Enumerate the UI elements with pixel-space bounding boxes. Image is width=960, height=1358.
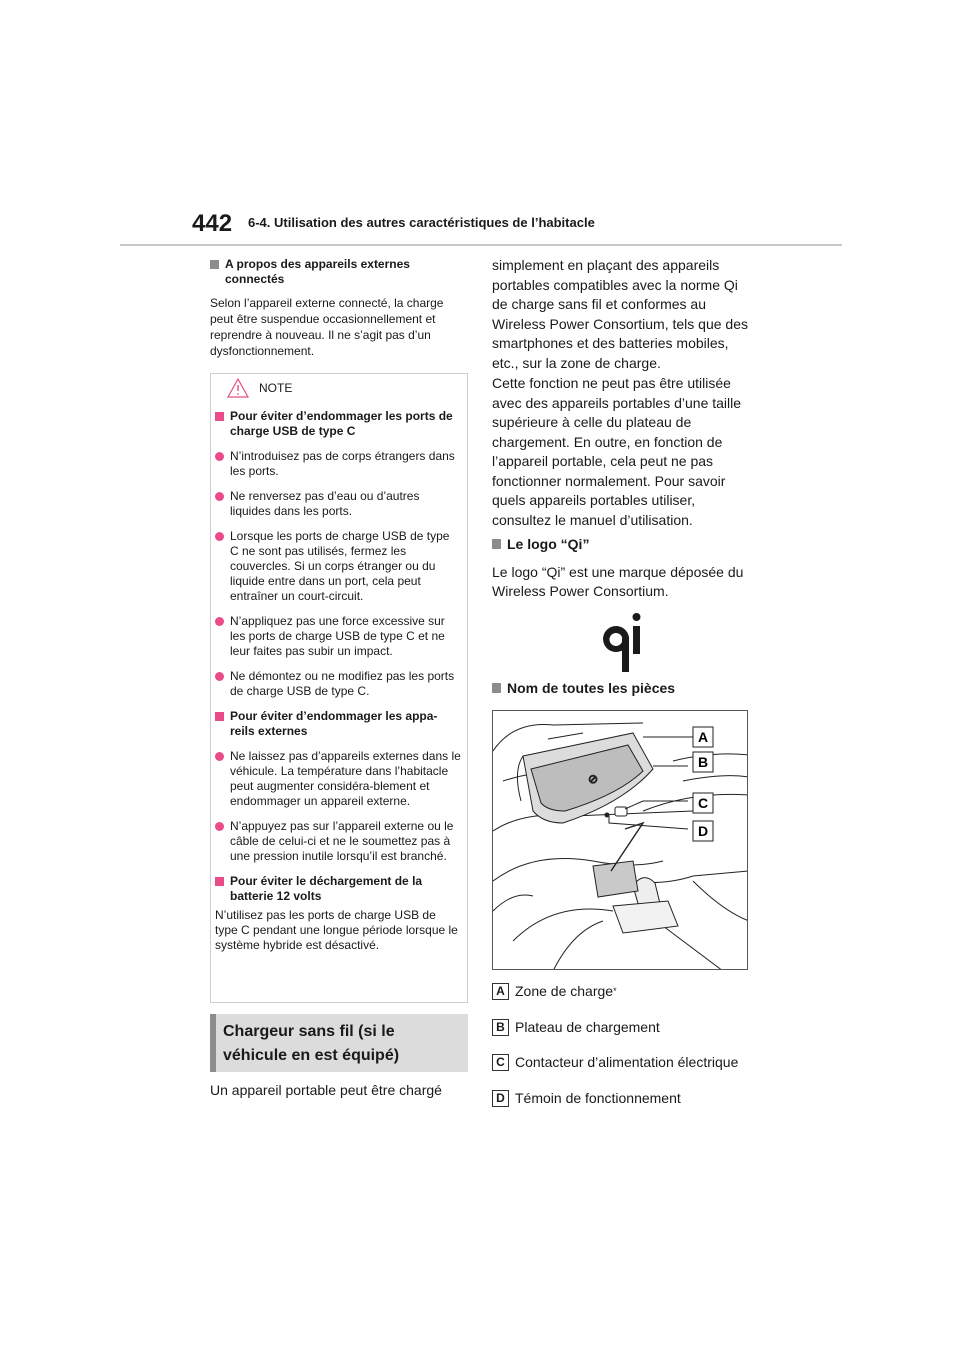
note-item <box>215 819 461 864</box>
callout-a: A <box>698 729 709 745</box>
round-bullet-icon <box>215 532 224 541</box>
legend-item <box>492 1018 750 1038</box>
round-bullet-icon <box>215 752 224 761</box>
note-item-text: N’appliquez pas une force excessive sur les ports de charge USB de type C et ne leur faites pas subir un impact. <box>230 614 445 658</box>
note-item <box>215 529 461 604</box>
note-item-text: N’appuyez pas sur l’appareil externe ou le câble de celui-ci et ne le soumettez pas à une pression inutile lorsqu’il est branché. <box>230 819 454 863</box>
note-heading-devices <box>215 709 461 739</box>
connected-heading-row <box>210 257 468 287</box>
round-bullet-icon <box>215 617 224 626</box>
note-item-text: Lorsque les ports de charge USB de type C ne sont pas utilisés, fermez les couvercles. Si un corps étranger ou du liquide entre dans un port, cela peut entraîner un court-circuit. <box>230 529 450 603</box>
legend-key: C <box>492 1054 509 1071</box>
warning-triangle-icon <box>226 377 250 399</box>
legend-label: Témoin de fonctionnement <box>515 1089 681 1106</box>
svg-text:⊘: ⊘ <box>588 772 599 786</box>
connected-text: Selon l’appareil externe connecté, la charge peut être suspendue occasionnellement et reprendre à nouveau. Il ne s’agit pas d’un dysfonctionnement. <box>210 296 444 358</box>
note-heading-battery-text: Pour éviter le déchargement de la batterie 12 volts <box>230 874 423 903</box>
square-bullet-icon <box>492 539 501 549</box>
note-item-text: N’introduisez pas de corps étrangers dans les ports. <box>230 449 455 478</box>
wireless-intro: Un appareil portable peut être chargé <box>210 1082 442 1098</box>
connected-heading: A propos des appareils externes connectés <box>225 257 410 286</box>
legend-label: Plateau de chargement <box>515 1018 660 1035</box>
parts-heading: Nom de toutes les pièces <box>507 680 676 696</box>
note-item <box>215 614 461 659</box>
legend-item <box>492 1053 750 1073</box>
round-bullet-icon <box>215 822 224 831</box>
note-item <box>215 449 461 479</box>
square-bullet-icon <box>215 412 224 421</box>
header-divider <box>120 244 842 246</box>
wireless-limitations: Cette fonction ne peut pas être utilisée avec des appareils portables d’une taille supérieure à celle du plateau de chargement. En outre, en fonction de l’appareil portable, cela peut ne pas fonctionner normalement. Pour savoir quels appareils portables utiliser, consultez le manuel d’utilisation. <box>492 375 742 528</box>
round-bullet-icon <box>215 672 224 681</box>
note-label: NOTE <box>259 381 293 395</box>
legend-footnote-mark: * <box>613 986 617 996</box>
note-battery-text: N’utilisez pas les ports de charge USB de type C pendant une longue période lorsque le système hybride est désactivé. <box>215 908 458 952</box>
charger-illustration <box>492 710 748 970</box>
wireless-intro-continued: simplement en plaçant des appareils portables compatibles avec la norme Qi de charge sans fil et conformes au Wireless Power Consortium, tels que des smartphones et des batteries mobiles, etc., sur la zone de charge. <box>492 257 748 371</box>
legend-label: Contacteur d’alimentation électrique <box>515 1054 739 1070</box>
square-bullet-icon <box>210 260 219 269</box>
note-heading-usb-text: Pour éviter d’endommager les ports de charge USB de type C <box>230 409 453 438</box>
qi-logo <box>596 608 646 674</box>
connected-devices-section <box>210 257 468 359</box>
note-item <box>215 669 461 699</box>
note-heading-devices-text: Pour éviter d’endommager les appa-reils externes <box>230 709 438 738</box>
callout-c: C <box>698 795 709 811</box>
legend-list <box>492 982 750 1108</box>
note-item-text: Ne renversez pas d’eau ou d’autres liquides dans les ports. <box>230 489 420 518</box>
qi-logo-icon <box>596 608 646 674</box>
console-drawing <box>493 711 748 970</box>
note-heading-usb <box>215 409 461 439</box>
note-item-text: Ne démontez ou ne modifiez pas les ports de charge USB de type C. <box>230 669 455 698</box>
page-number: 442 <box>192 210 233 237</box>
note-heading-battery <box>215 874 461 904</box>
legend-label: Zone de charge <box>515 983 614 999</box>
legend-key: D <box>492 1090 509 1107</box>
square-bullet-icon <box>492 683 501 693</box>
square-bullet-icon <box>215 877 224 886</box>
round-bullet-icon <box>215 492 224 501</box>
banner-title: Chargeur sans fil (si le véhicule en est équipé) <box>223 1023 400 1064</box>
section-title: 6-4. Utilisation des autres caractéristiques de l’habitacle <box>248 215 595 230</box>
legend-item <box>492 1089 750 1109</box>
legend-item <box>492 982 750 1002</box>
square-bullet-icon <box>215 712 224 721</box>
callout-d: D <box>698 823 709 839</box>
callout-b: B <box>698 754 709 770</box>
qi-logo-heading-row <box>492 535 750 555</box>
note-content <box>215 409 461 963</box>
note-item <box>215 489 461 519</box>
parts-heading-row <box>492 679 750 699</box>
qi-logo-section <box>492 535 750 602</box>
note-item <box>215 749 461 809</box>
note-item-text: Ne laissez pas d’appareils externes dans le véhicule. La température dans l’habitacle peut augmenter considéra-blement et endommager un appareil externe. <box>230 749 461 808</box>
qi-logo-text: Le logo “Qi” est une marque déposée du Wireless Power Consortium. <box>492 563 744 599</box>
legend-key: B <box>492 1019 509 1036</box>
legend-key: A <box>492 983 509 1000</box>
qi-logo-heading: Le logo “Qi” <box>507 536 590 552</box>
round-bullet-icon <box>215 452 224 461</box>
